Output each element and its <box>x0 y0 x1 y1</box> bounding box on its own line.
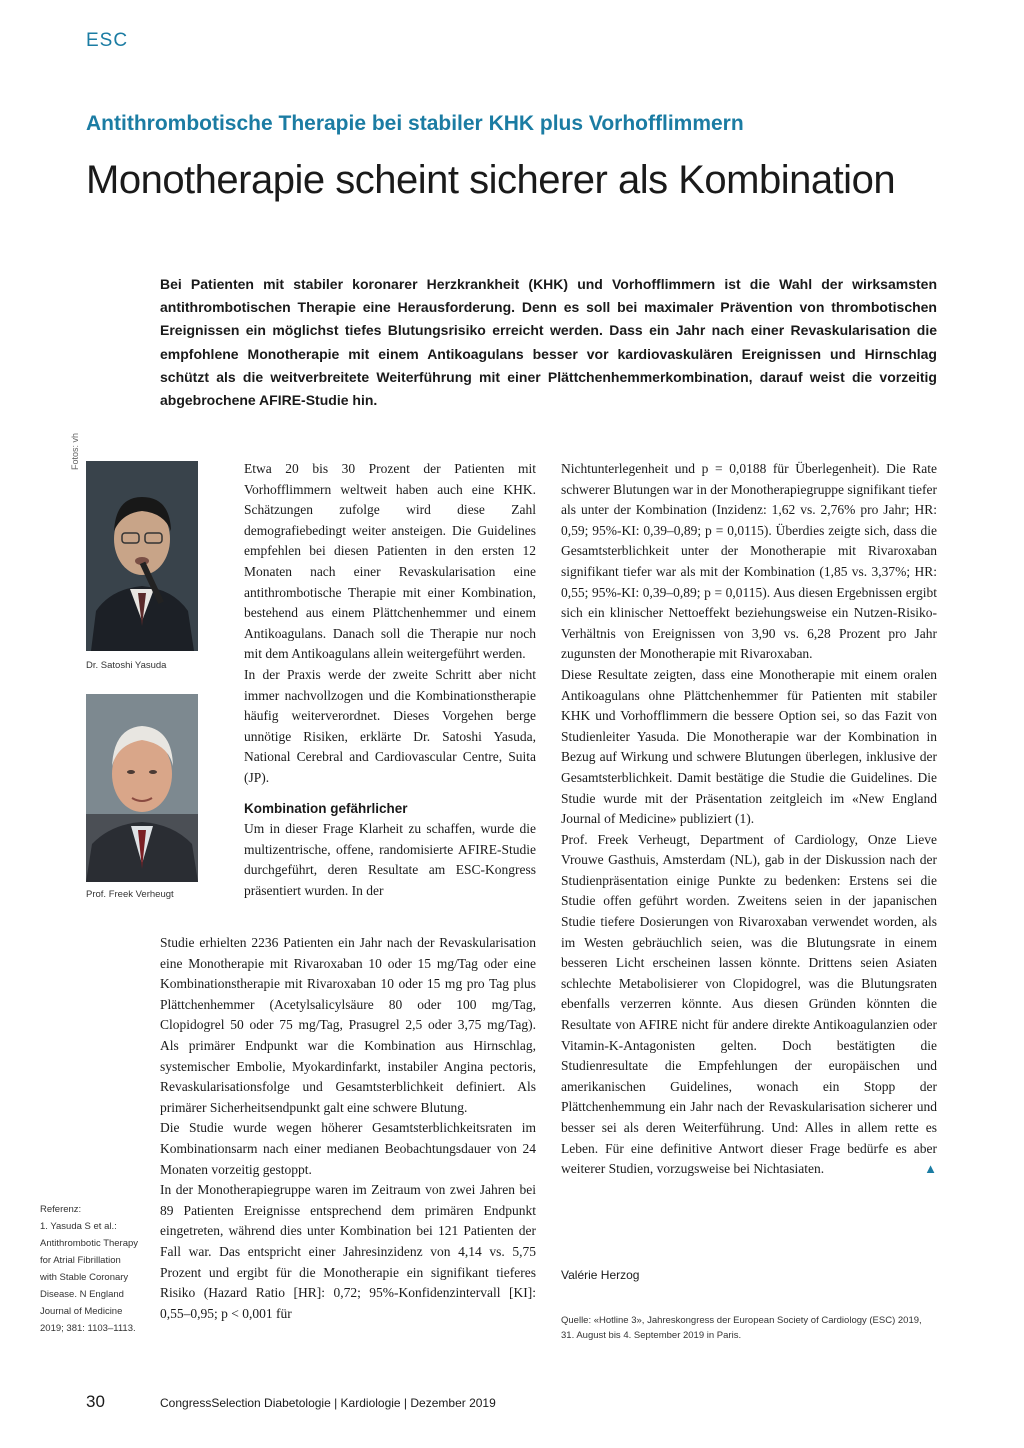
reference-note <box>40 1201 140 1337</box>
body-paragraph-8 <box>561 830 937 1180</box>
body-paragraph-3b: Studie erhielten 2236 Patienten ein Jahr nach der Revaskularisation eine Monotherapie mit Rivaroxaban 10 oder 15 mg/Tag oder eine Kombinationstherapie mit Rivaroxaban 10 oder 15 mg pro Tag plus Plättchenhemmer (Acetylsalicylsäure 80 oder 100 mg/Tag, Clopidogrel 50 oder 75 mg/Tag, Prasugrel 2,5 oder 3,75 mg/Tag). Als primärer Endpunkt war die Kombination aus Hirnschlag, systemischer Embolie, Myokardinfarkt, instabiler Angina pectoris, Revaskularisationsfolge und Gesamtsterblichkeit definiert. Als primärer Sicherheitsendpunkt galt eine schwere Blutung. <box>160 935 536 1115</box>
body-paragraph-7: Diese Resultate zeigten, dass eine Monotherapie mit einem oralen Antikoagulans ohne Plättchenhemmer für Patienten mit stabiler KHK und Vorhofflimmern die bessere Option sei, so das Fazit von Studienleiter Yasuda. Die Monotherapie war der Kombination in Bezug auf Wirkung und schwere Blutungen überlegen, inklusive der Gesamtsterblichkeit. Damit bestätige die Studie die Guidelines. Die Studie wurde mit der Präsentation zeitgleich im «New England Journal of Medicine» publiziert (1). <box>561 666 937 827</box>
portrait-verheugt-graphic <box>86 694 198 882</box>
section-subhead: Kombination gefährlicher <box>244 800 408 816</box>
portrait-photo-yasuda <box>86 461 198 651</box>
body-paragraph-6: Nichtunterlegenheit und p = 0,0188 für Überlegenheit). Die Rate schwerer Blutungen war in der Monotherapiegruppe signifikant tiefer als unter der Kombination (Inzidenz: 1,62 vs. 2,76% pro Jahr; HR: 0,59; 95%-KI: 0,39–0,89; p = 0,0115). Überdies zeigte sich, dass die Gesamtsterblichkeit unter der Monotherapie mit Rivaroxaban signifikant tiefer war als mit der Kombination (1,85 vs. 3,37%; HR: 0,55; 95%-KI: 0,39–0,89; p = 0,0115). Aus diesen Ergebnissen ergibt sich ein klinischer Nettoeffekt beziehungsweise ein Nutzen-Risiko-Verhältnis von Ereignissen von 3,90 vs. 6,28 Prozent pro Jahr zugunsten der Monotherapie mit Rivaroxaban. <box>561 461 938 662</box>
body-paragraph-8-text: Prof. Freek Verheugt, Department of Cardiology, Onze Lieve Vrouwe Gasthuis, Amsterdam (NL), gab in der Diskussion nach der Studienpräsentation einige Punkte zu bedenken: Erstens sei die Studie offen geführt worden. Zweitens seien in der japanischen Studie tiefere Dosierungen von Rivaroxaban verwendet worden, als im Westen gebräuchlich seien, was die Blutungsrate in einem besseren Licht erscheinen lassen könnte. Drittens seien Asiaten schlechte Metabolisierer von Clopidogrel, was die Blutungsraten ebenfalls verzerren könnte. Aus diesen Gründen könnten die Resultate von AFIRE nicht für andere direkte Antikoagulanzien oder Vitamin-K-Antagonisten gelten. Doch bestätigten die Studienresultate die Empfehlungen der europäischen und amerikanischen Guidelines, wonach ein Stopp der Plättchenhemmung ein Jahr nach der Revaskularisation sicherer und besser sei als deren Weiterführung. Und: Alles in allem rette es Leben. Für eine definitive Antwort dieser Frage bedürfe es aber weiterer Studien, vorzugsweise bei Nichtasiaten. <box>561 831 937 1177</box>
article-kicker: Antithrombotische Therapie bei stabiler KHK plus Vorhofflimmern <box>86 112 744 135</box>
body-paragraph-5: In der Monotherapiegruppe waren im Zeitraum von zwei Jahren bei 89 Patienten Ereignisse entsprechend dem primären Endpunkt eingetreten, während dies unter Kombination bei 121 Patienten der Fall war. Das entspricht einer Jahresinzidenz von 4,14 vs. 5,75 Prozent und ergibt für die Monotherapie ein signifikant tieferes Risiko (Hazard Ratio [HR]: 0,72; 95%-Konfidenzintervall [KI]: 0,55–0,95; p < 0,001 für <box>160 1182 536 1321</box>
body-column-middle-top <box>244 459 536 901</box>
article-lead: Bei Patienten mit stabiler koronarer Herzkrankheit (KHK) und Vorhofflimmern ist die Wahl der wirksamsten antithrombotischen Therapie eine Herausforderung. Denn es soll bei maximaler Prävention von thrombotischen Ereignissen ein möglichst tiefes Blutungsrisiko erreicht werden. Dass ein Jahr nach einer Revaskularisation die empfohlene Monotherapie mit einem Antikoagulans besser vor kardiovaskulären Ereignissen und Hirnschlag schützt als die weitverbreitete Weiterführung mit einer Plättchenhemmerkombination, darauf weist die vorzeitig abgebrochene AFIRE-Studie hin. <box>160 276 937 409</box>
reference-label: Referenz: <box>40 1204 82 1215</box>
end-of-article-icon: ▲ <box>924 1161 937 1177</box>
section-tag: ESC <box>86 30 129 51</box>
reference-text: 1. Yasuda S et al.: Antithrombotic Therapy for Atrial Fibrillation with Stable Coronary Disease. N England Journal of Medicine 2019; 381: 1103–1113. <box>40 1221 139 1334</box>
article-source: Quelle: «Hotline 3», Jahreskongress der European Society of Cardiology (ESC) 2019, 31. August bis 4. September 2019 in Paris. <box>561 1315 922 1341</box>
caption-verheugt: Prof. Freek Verheugt <box>86 889 174 900</box>
body-paragraph-4: Die Studie wurde wegen höherer Gesamtsterblichkeitsraten im Kombinationsarm nach einer medianen Beobachtungsdauer von 24 Monaten vorzeitig gestoppt. <box>160 1120 536 1177</box>
portrait-photo-verheugt <box>86 694 198 882</box>
body-paragraph-2: In der Praxis werde der zweite Schritt aber nicht immer nachvollzogen und die Kombinationstherapie häufig weiterverordnet. Dieses Vorgehen berge unnötige Risiken, erklärte Dr. Satoshi Yasuda, National Cerebral and Cardiovascular Centre, Suita (JP). <box>244 666 536 785</box>
body-column-right <box>561 459 937 1180</box>
body-paragraph-3a: Um in dieser Frage Klarheit zu schaffen, wurde die multizentrische, offene, randomisierte AFIRE-Studie durchgeführt, deren Resultate am ESC-Kongress präsentiert wurden. In der <box>244 821 536 898</box>
article-headline: Monotherapie scheint sicherer als Kombination <box>86 158 896 202</box>
body-paragraph-1: Etwa 20 bis 30 Prozent der Patienten mit Vorhofflimmern weltweit haben auch eine KHK. Schätzungen zufolge wird diese Zahl demografiebedingt weiter ansteigen. Die Guidelines empfehlen bei diesen Patienten in den ersten 12 Monaten nach einer Revaskularisation eine antithrombotische Therapie mit einer Kombination, bestehend aus einem Plättchenhemmer und einem Antikoagulans. Danach soll die Therapie nur noch mit dem Antikoagulans allein weitergeführt werden. <box>244 461 536 662</box>
photo-credit: Fotos: vh <box>70 432 80 470</box>
caption-yasuda: Dr. Satoshi Yasuda <box>86 660 167 671</box>
article-author: Valérie Herzog <box>561 1268 640 1282</box>
footer-journal: CongressSelection Diabetologie | Kardiologie | Dezember 2019 <box>160 1396 496 1410</box>
portrait-yasuda-graphic <box>86 461 198 651</box>
page-number: 30 <box>86 1392 105 1411</box>
body-column-middle-bottom <box>160 933 536 1324</box>
